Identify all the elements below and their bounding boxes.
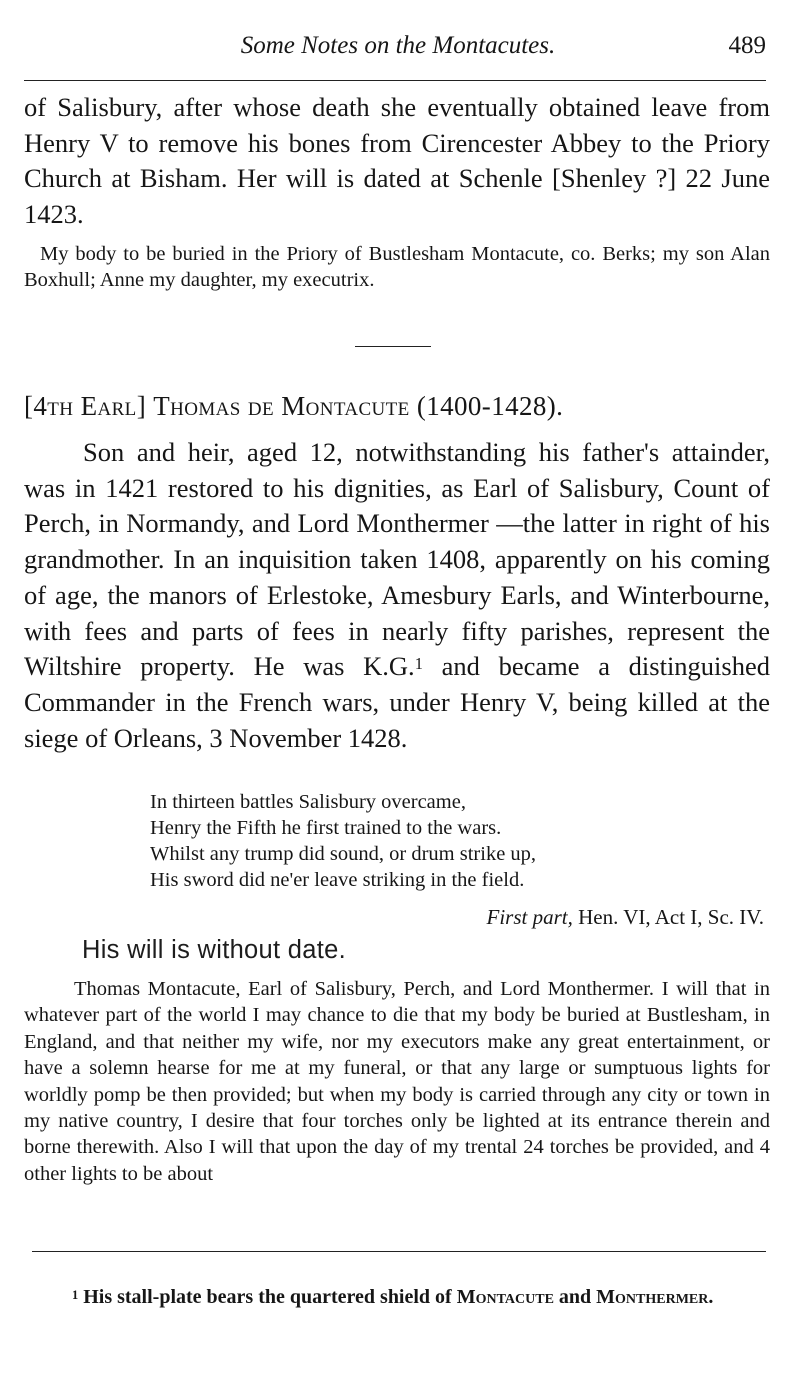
attribution-italic: First part, xyxy=(486,905,573,929)
heading-close-bracket: ] xyxy=(136,391,147,421)
footnote-rule xyxy=(32,1251,766,1252)
page-number: 489 xyxy=(728,32,766,59)
section-heading xyxy=(24,388,770,424)
footnote xyxy=(24,1284,770,1310)
footnote-text-2: and xyxy=(553,1286,597,1308)
running-title: Some Notes on the Montacutes. xyxy=(240,32,556,59)
heading-rank: 4th Earl xyxy=(33,391,137,421)
attribution-rest: Hen. VI, Act I, Sc. IV. xyxy=(572,905,764,929)
verse-line: Whilst any trump did sound, or drum strike up, xyxy=(150,843,537,865)
footnote-text-1: His stall-plate bears the quartered shield of xyxy=(78,1286,457,1308)
footnote-name-monthermer: Monthermer xyxy=(596,1286,709,1308)
heading-name: Thomas de Montacute xyxy=(153,391,410,421)
will-undated-line: His will is without date. xyxy=(82,936,347,964)
heading-dates: (1400-1428). xyxy=(416,391,564,421)
footnote-mark: 1 xyxy=(72,1287,79,1302)
footnote-text xyxy=(24,1284,770,1310)
heading-open-bracket: [ xyxy=(24,391,34,421)
section-divider xyxy=(355,346,431,347)
header-rule xyxy=(24,80,766,81)
running-head xyxy=(24,28,772,64)
paragraph-continued xyxy=(24,90,770,233)
footnote-reference: 1 xyxy=(414,654,423,674)
verse-quotation xyxy=(150,789,710,893)
paragraph-text: of Salisbury, after whose death she eventually obtained leave from Henry V to remove his bones from Cirencester Abbey to the Priory Church at Bisham. Her will is dated at Schenle [Shenley ?] 22 June 1423. xyxy=(24,92,770,230)
will-extract-1 xyxy=(24,241,770,293)
verse-line: Henry the Fifth he first trained to the wars. xyxy=(150,817,502,839)
footnote-text-3: . xyxy=(708,1286,714,1308)
verse-line: His sword did ne'er leave striking in the field. xyxy=(150,869,525,891)
footnote-name-montacute: Montacute xyxy=(456,1286,554,1308)
page xyxy=(24,0,772,1384)
will-extract-text: Thomas Montacute, Earl of Salisbury, Perch, and Lord Monthermer. I will that in whatever part of the world I may chance to die that my body be buried at Bustlesham, in England, and that neither my wife, nor my executors make any great entertainment, or have a solemn hearse for me at my funeral, or that any large or sumptuous lights for worldly pomp be then provided; but when my body is carried through any city or town in my native country, I desire that four torches only be lighted at its entrance therein and borne therewith. Also I will that upon the day of my trental 24 torches be provided, and 4 other lights to be about xyxy=(24,978,770,1185)
verse-line: In thirteen battles Salisbury overcame, xyxy=(150,791,466,813)
verse-attribution xyxy=(487,903,764,931)
biography-text xyxy=(24,435,770,756)
will-extract-text: My body to be buried in the Priory of Bustlesham Montacute, co. Berks; my son Alan Boxhull; Anne my daughter, my executrix. xyxy=(24,243,770,291)
will-extract-2 xyxy=(24,976,770,1187)
biography-text-part-2: and became a distinguished Commander in the French wars, under Henry V, being killed at the siege of Orleans, 3 November 1428. xyxy=(24,651,770,753)
biography-text-part-1: Son and heir, aged 12, notwithstanding his father's attainder, was in 1421 restored to his dignities, as Earl of Salisbury, Count of Perch, in Normandy, and Lord Monthermer —the latter in right of his grandmother. In an inquisition taken 1408, apparently on his coming of age, the manors of Erlestoke, Amesbury Earls, and Winterbourne, with fees and parts of fees in nearly fifty parishes, represent the Wiltshire property. He was K.G. xyxy=(24,437,770,682)
biography-paragraph xyxy=(24,435,770,756)
